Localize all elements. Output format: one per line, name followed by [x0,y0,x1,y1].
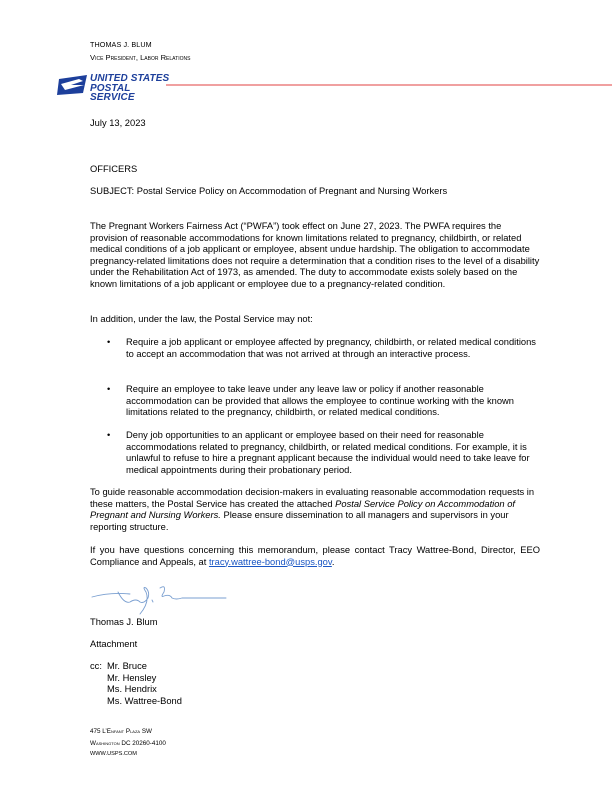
contact-text-end: . [331,556,335,567]
paragraph-guidance [90,487,540,533]
paragraph-pwfa: The Pregnant Workers Fairness Act (“PWFA”) took effect on June 27, 2023. The PWFA requires the provision of reasonable accommodations for known limitations related to pregnancy, childbirth, or related medical conditions of a job applicant or employee, absent undue hardship. The obligation to accommodate pregnancy-related limitations does not require a determination that a condition rises to the level of a disability under the Rehabilitation Act of 1973, as amended. The duty to accommodate exists solely based on the known limitations of a job applicant or employee due to a pregnancy-related condition. [90,221,540,289]
paragraph-may-not: In addition, under the law, the Postal Service may not: [90,314,313,324]
bullet-icon: • [107,430,111,440]
bullet-item: Require a job applicant or employee affected by pregnancy, childbirth, or related medical conditions to accept an accommodation that was not arrived at through an interactive process. [126,337,536,359]
cc-recipient: Ms. Wattree-Bond [107,695,182,706]
bullet-item: Deny job opportunities to an applicant or employee based on their need for reasonable accommodations related to pregnancy, childbirth, or related medical conditions. For example, it is unlawful to refuse to hire a pregnant applicant because the individual would need to take leave for medical appointments during their probationary period. [126,430,530,475]
handwritten-signature-icon [90,582,230,622]
logo-line2: POSTAL SERVICE [90,82,135,103]
footer-address-street: 475 L’Enfant Plaza SW [90,728,152,735]
policy-title: Postal Service Policy on Accommodation of Pregnant and Nursing Workers. [90,498,516,520]
header-rule [166,84,612,86]
eagle-logo-icon [57,75,87,95]
contact-text: If you have questions concerning this memorandum, please contact Tracy Wattree-Bond, Director, EEO Compliance and Appeals, at [90,545,540,567]
footer-website[interactable]: WWW.USPS.COM [90,751,137,757]
paragraph-contact [90,545,540,568]
sender-title: Vice President, Labor Relations [90,53,191,62]
logo-line1: UNITED STATES [90,73,170,84]
cc-list [107,661,182,707]
signer-name: Thomas J. Blum [90,617,158,627]
footer-address-city: Washington DC 20260-4100 [90,740,166,747]
guidance-text-end: Please ensure dissemination to all managers and supervisors in your reporting structure. [90,510,509,532]
guidance-text: To guide reasonable accommodation decision-makers in evaluating reasonable accommodation requests in these matters, the Postal Service has created the attached [90,487,535,509]
bullet-item: Require an employee to take leave under any leave law or policy if another reasonable accommodation can be provided that allows the employee to continue working with the known limitations related to the pregnancy, childbirth, or related medical conditions. [126,384,514,417]
sender-name: THOMAS J. BLUM [90,40,152,49]
memo-subject: SUBJECT: Postal Service Policy on Accommodation of Pregnant and Nursing Workers [90,186,448,196]
cc-recipient: Mr. Bruce [107,661,147,671]
attachment-note: Attachment [90,639,138,649]
bullet-icon: • [107,384,111,394]
cc-recipient: Mr. Hensley [107,672,157,683]
contact-email-link[interactable]: tracy.wattree-bond@usps.gov [208,556,332,567]
memo-date: July 13, 2023 [90,118,146,128]
usps-logo [57,73,177,103]
cc-recipient: Ms. Hendrix [107,684,157,694]
bullet-icon: • [107,337,111,347]
cc-label: cc: [90,661,102,671]
memo-recipient: OFFICERS [90,164,138,174]
